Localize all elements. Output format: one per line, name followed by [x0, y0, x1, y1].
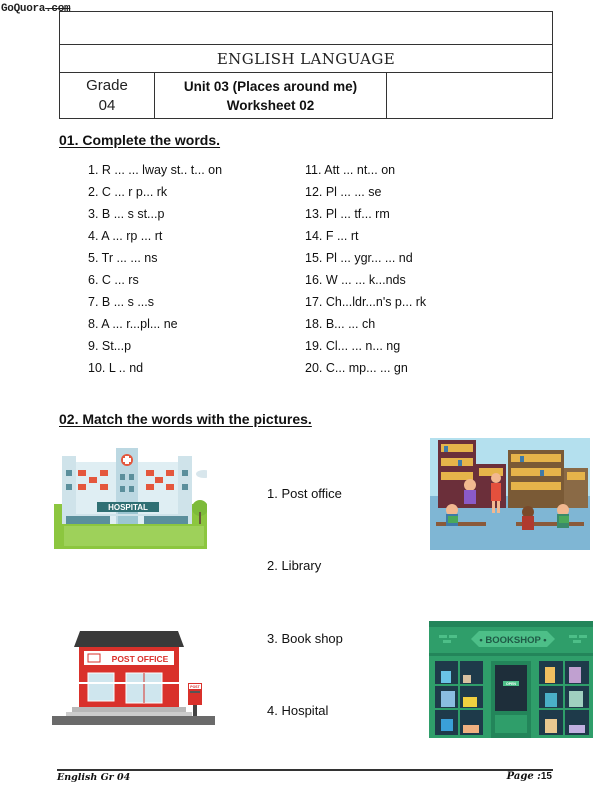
grade-cell — [60, 73, 155, 118]
post-office-sign: POST OFFICE — [111, 654, 169, 664]
hospital-illustration — [54, 444, 207, 549]
grade-label: Grade — [86, 77, 128, 94]
list-item: 16. W ... ... k...nds — [305, 273, 406, 287]
watermark — [1, 3, 70, 15]
list-item: 13. Pl ... tf... rm — [305, 207, 390, 221]
grade-value: 04 — [98, 97, 116, 114]
post-box-sign: POST — [190, 685, 200, 689]
library-illustration — [430, 438, 590, 550]
word-list-right — [305, 159, 426, 379]
open-sign: OPEN — [506, 682, 516, 686]
match-word-item: 3. Book shop — [267, 631, 343, 646]
header-table — [59, 11, 553, 119]
list-item: 4. A ... rp ... rt — [88, 229, 163, 243]
list-item: 17. Ch...ldr...n's p... rk — [305, 295, 427, 309]
list-item: 20. C... mp... ... gn — [305, 361, 408, 375]
hospital-picture — [54, 444, 207, 549]
unit-title: Unit 03 (Places around me) — [183, 79, 358, 94]
hospital-sign: HOSPITAL — [108, 503, 148, 512]
footer-page — [507, 771, 552, 782]
footer-course-label: English Gr 04 — [57, 772, 131, 783]
match-word-item: 1. Post office — [267, 486, 342, 501]
library-picture — [430, 438, 590, 550]
header-info-row — [60, 73, 552, 118]
watermark-suffix: .com — [45, 3, 71, 15]
post-office-picture — [52, 627, 215, 727]
empty-cell — [387, 73, 552, 118]
match-word-item: 4. Hospital — [267, 703, 329, 718]
list-item: 1. R ... ... lway st.. t... on — [88, 163, 223, 177]
list-item: 15. Pl ... ygr... ... nd — [305, 251, 413, 265]
list-item: 2. C ... r p... rk — [88, 185, 168, 199]
list-item: 8. A ... r...pl... ne — [88, 317, 178, 331]
section1-title: 01. Complete the words. — [59, 132, 221, 148]
list-item: 5. Tr ... ... ns — [88, 251, 158, 265]
list-item: 7. B ... s ...s — [88, 295, 154, 309]
bookshop-picture — [429, 621, 593, 738]
footer-divider — [57, 769, 553, 771]
unit-cell — [155, 73, 387, 118]
section2-title: 02. Match the words with the pictures. — [59, 411, 312, 427]
worksheet-title: Worksheet 02 — [226, 98, 315, 113]
list-item: 11. Att ... nt... on — [305, 163, 396, 177]
bookshop-sign: • BOOKSHOP • — [479, 635, 547, 646]
bookshop-illustration — [429, 621, 593, 738]
list-item: 19. Cl... ... n... ng — [305, 339, 401, 353]
list-item: 6. C ... rs — [88, 273, 139, 287]
list-item: 10. L .. nd — [88, 361, 144, 375]
match-word-item: 2. Library — [267, 558, 322, 573]
list-item: 12. Pl ... ... se — [305, 185, 382, 199]
word-list-left — [88, 159, 222, 379]
list-item: 9. St...p — [88, 339, 132, 353]
post-office-illustration — [52, 627, 215, 727]
header-blank-row — [60, 12, 552, 45]
subject-title: ENGLISH LANGUAGE — [60, 45, 552, 73]
list-item: 14. F ... rt — [305, 229, 359, 243]
page-label: Page : — [506, 771, 541, 782]
page-number: 15 — [540, 771, 552, 782]
watermark-prefix: GoQuora — [1, 3, 46, 15]
list-item: 3. B ... s st...p — [88, 207, 165, 221]
list-item: 18. B... ... ch — [305, 317, 376, 331]
